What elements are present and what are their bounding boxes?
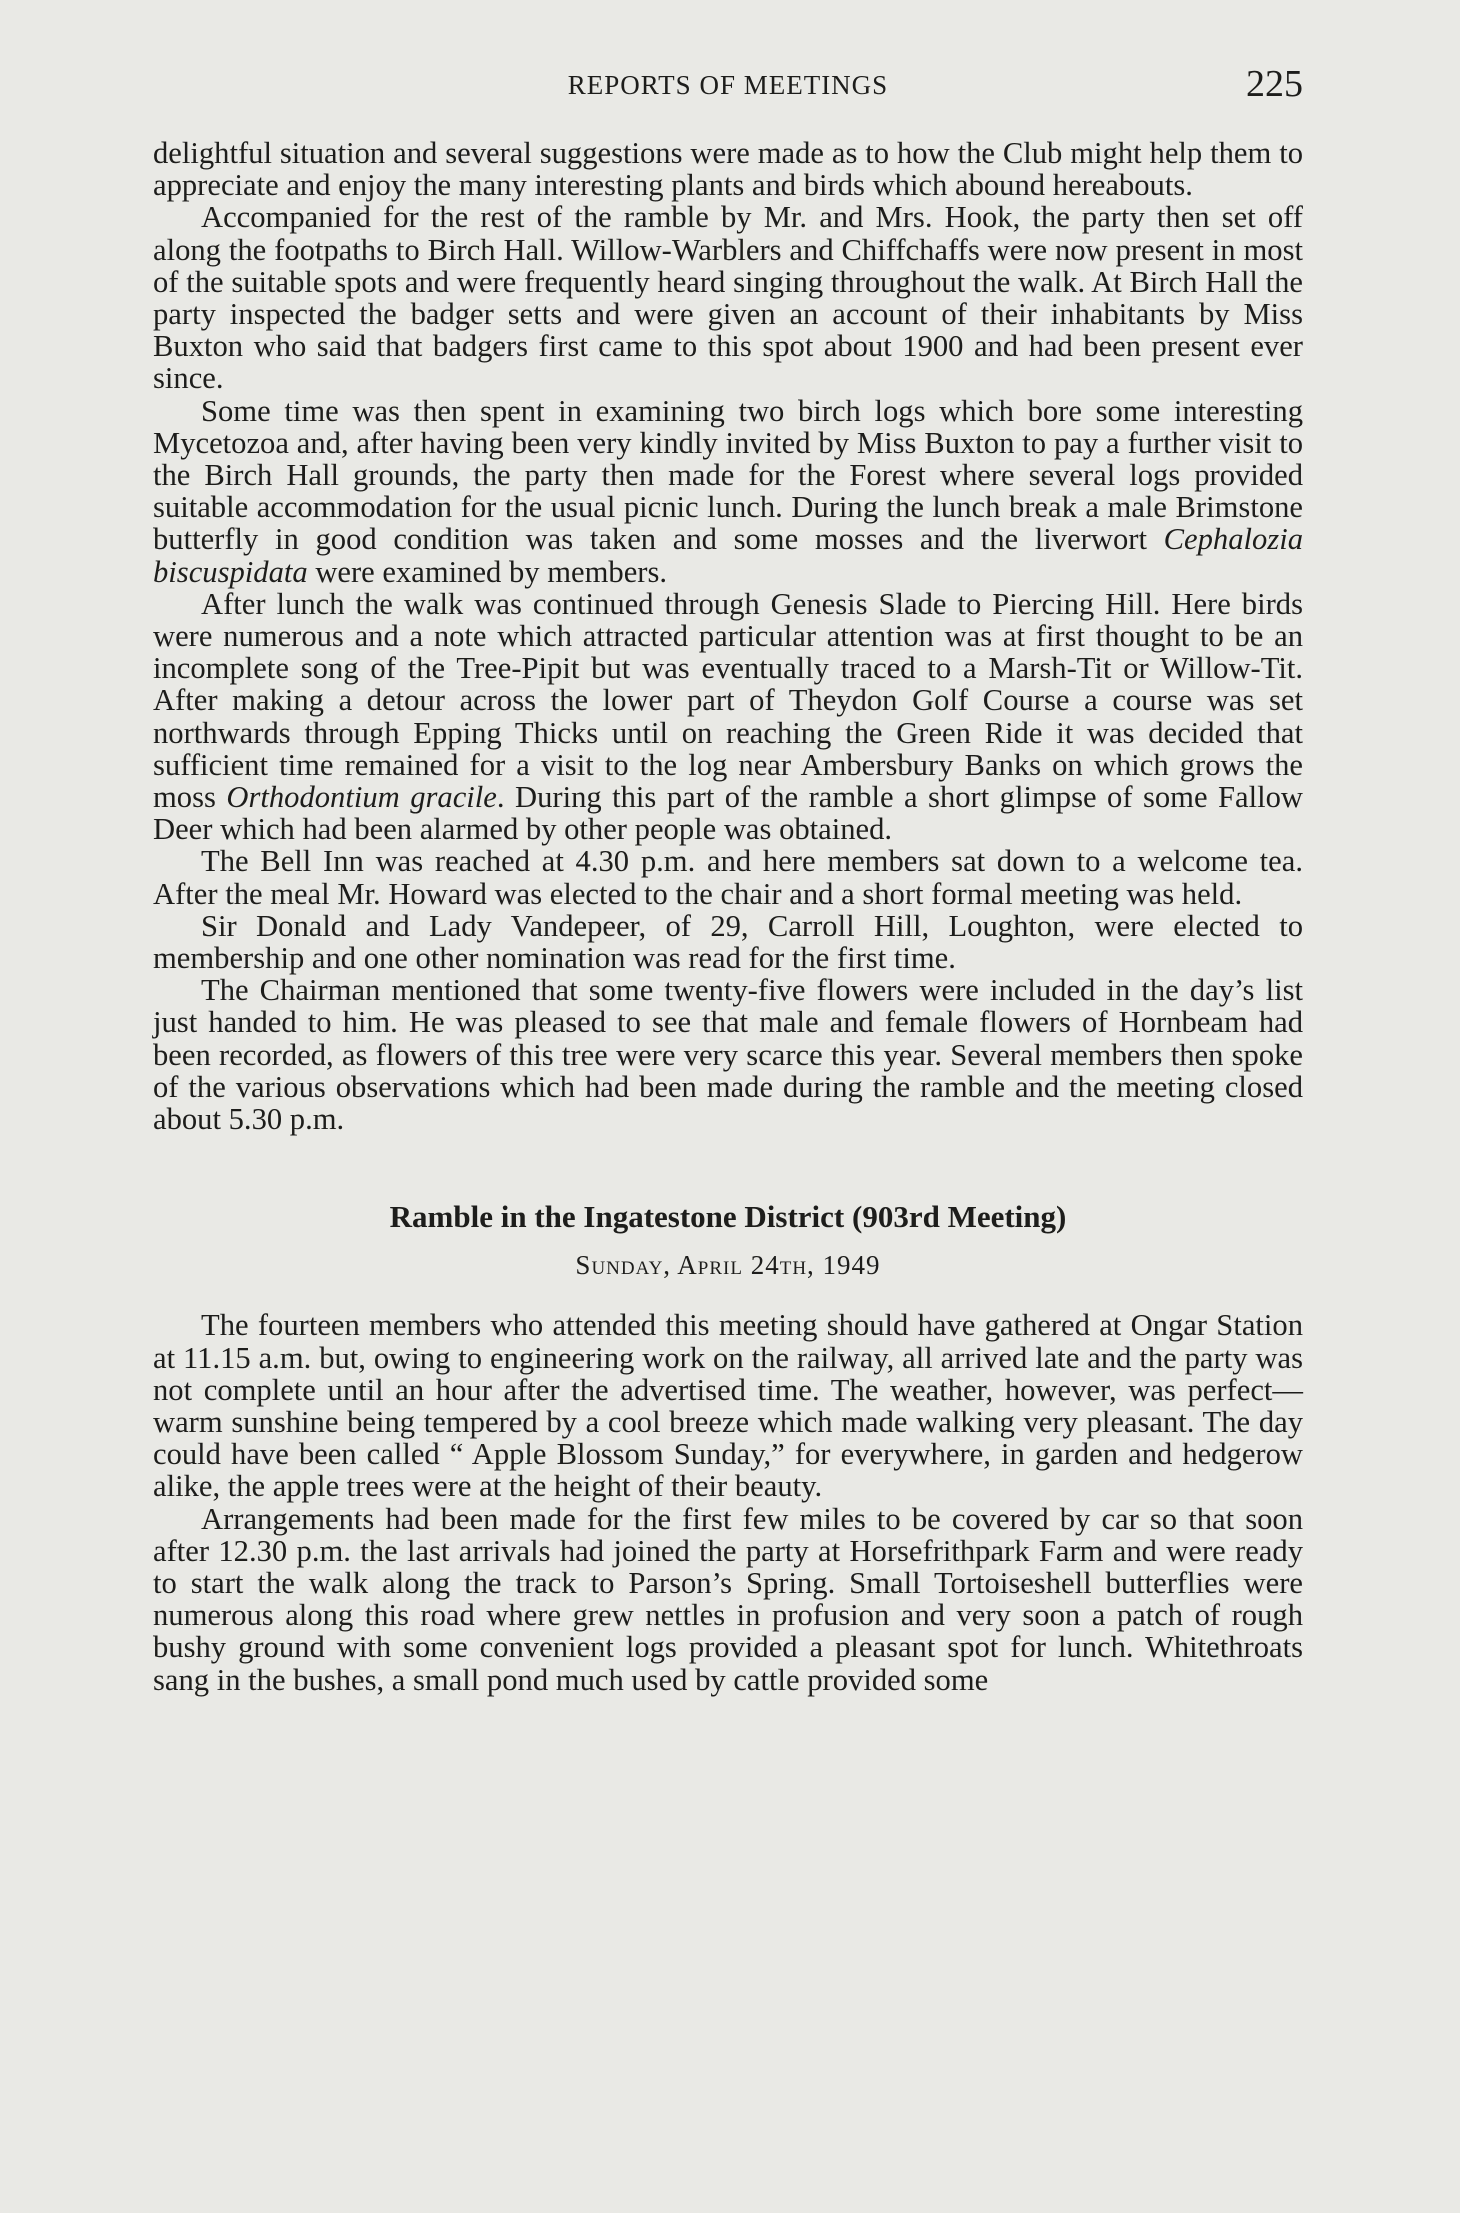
section-date: Sunday, April 24th, 1949 [575,1250,881,1281]
paragraph-ongar: The fourteen members who attended this meeting should have gathered at Ongar Station at 11.15 a.m. but, owing to engineering work on the railway, all arrived late and the party was not complete until an hour after the advertised time. The weather, however, was perfect—warm sunshine being tempered by a cool breeze which made walking very pleasant. The day could have been called “ Apple Blossom Sunday,” for everywhere, in garden and hedgerow alike, the apple trees were at the height of their beauty. [153,1308,1303,1504]
section-title: Ramble in the Ingatestone District (903rd Meeting) [389,1199,1067,1235]
paragraph-text: were examined by members. [307,554,668,589]
report-body [153,137,1303,1696]
paragraph-continued: delightful situation and several suggestions were made as to how the Club might help them to appreciate and enjoy the many interesting plants and birds which abound hereabouts. [153,136,1303,203]
species-name: Cephalozia biscuspidata [153,522,1303,589]
paragraph-text: Some time was then spent in examining two birch logs which bore some interesting Mycetozoa and, after having been very kindly invited by Miss Buxton to pay a further visit to the Birch Hall grounds, the party then made for the Forest where several logs provided suitable accommodation for the usual picnic lunch. During the lunch break a male Brimstone butterfly in good condition was taken and some mosses and the liverwort [153,393,1303,557]
paragraph-chairman: The Chairman mentioned that some twenty-five flowers were included in the day’s list just handed to him. He was pleased to see that male and female flowers of Hornbeam had been recorded, as flowers of this tree were very scarce this year. Several members then spoke of the various observations which had been made during the ramble and the meeting closed about 5.30 p.m. [153,973,1303,1137]
running-head: REPORTS OF MEETINGS [567,70,889,100]
paragraph-text: . During this part of the ramble a short glimpse of some Fallow Deer which had been alarmed by other people was obtained. [153,780,1303,847]
paragraph-membership: Sir Donald and Lady Vandepeer, of 29, Carroll Hill, Loughton, were elected to membership and one other nomination was read for the first time. [153,908,1303,976]
species-name: Orthodontium gracile [226,780,497,815]
paragraph-bell-inn: The Bell Inn was reached at 4.30 p.m. and here members sat down to a welcome tea. After the meal Mr. Howard was elected to the chair and a short formal meeting was held. [153,844,1303,911]
paragraph-arrangements: Arrangements had been made for the first few miles to be covered by car so that soon after 12.30 p.m. the last arrivals had joined the party at Horsefrithpark Farm and were ready to start the walk along the track to Parson’s Spring. Small Tortoiseshell butterflies were numerous along this road where grew nettles in profusion and very soon a patch of rough bushy ground with some convenient logs provided a pleasant spot for lunch. Whitethroats sang in the bushes, a small pond much used by cattle provided some [153,1501,1303,1697]
page-header [153,62,1303,112]
paragraph-birch-hall: Accompanied for the rest of the ramble by Mr. and Mrs. Hook, the party then set off along the footpaths to Birch Hall. Willow-Warblers and Chiffchaffs were now present in most of the suitable spots and were frequently heard singing throughout the walk. At Birch Hall the party inspected the badger setts and were given an account of their inhabitants by Miss Buxton who said that badgers first came to this spot about 1900 and had been present ever since. [153,200,1303,396]
page-number: 225 [1246,63,1303,105]
paragraph-text: After lunch the walk was continued through Genesis Slade to Piercing Hill. Here birds were numerous and a note which attracted particular attention was at first thought to be an incomplete song of the Tree-Pipit but was eventually traced to a Marsh-Tit or Willow-Tit. After making a detour across the lower part of Theydon Golf Course a course was set northwards through Epping Thicks until on reaching the Green Ride it was decided that sufficient time remained for a visit to the log near Ambersbury Banks on which grows the moss [153,586,1303,815]
paragraph-mycetozoa [153,395,1303,588]
paragraph-piercing-hill [153,588,1303,846]
